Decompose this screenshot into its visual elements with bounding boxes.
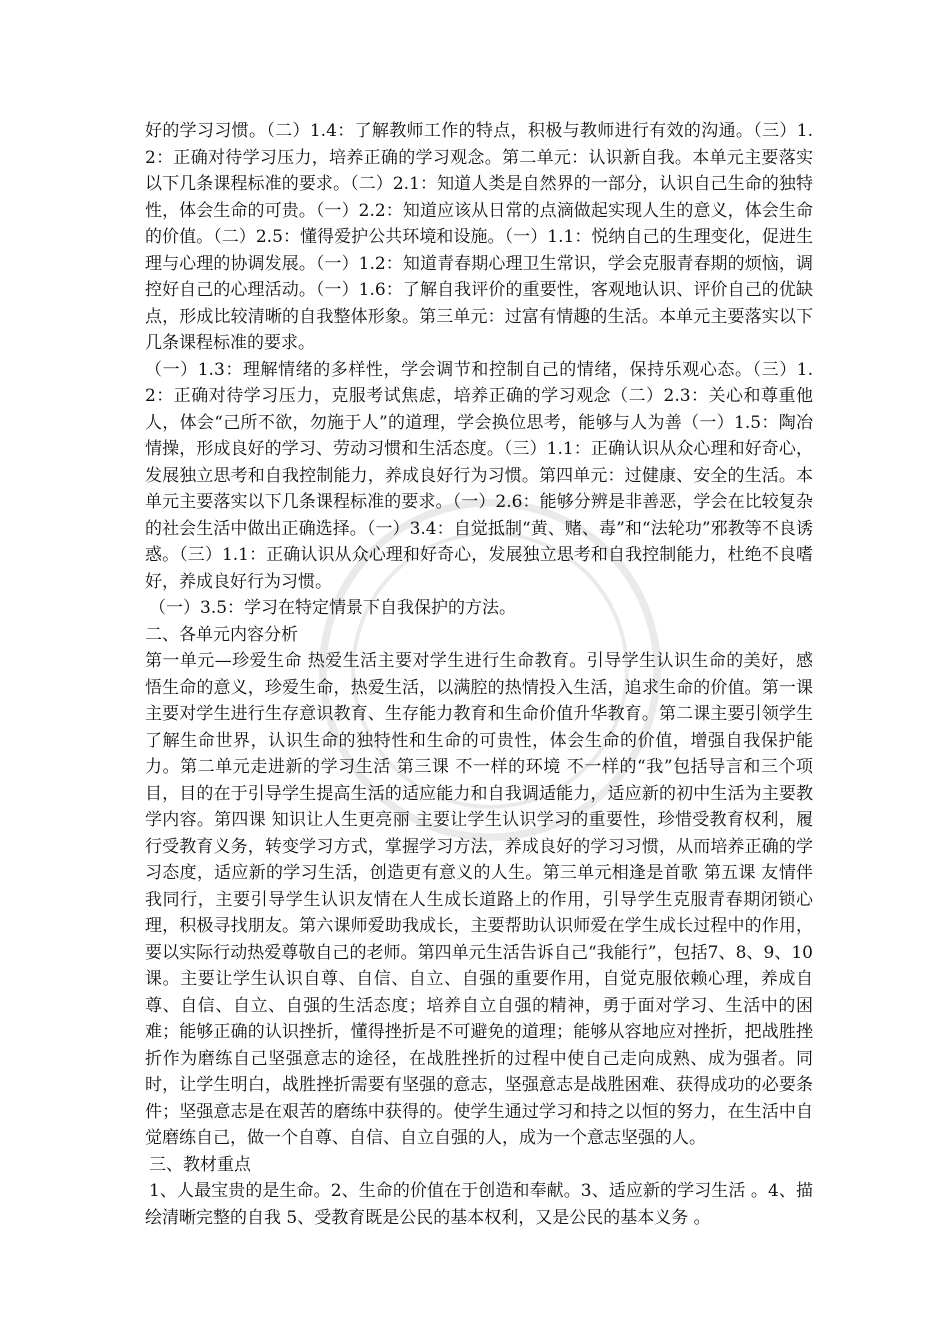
paragraph-curriculum-standards-1: 好的学习习惯。（二）1.4：了解教师工作的特点，积极与教师进行有效的沟通。（三）1.2：正确对待学习压力，培养正确的学习观念。第二单元：认识新自我。本单元主要落实以下几条课程标准的要求。（二）2.1：知道人类是自然界的一部分，认识自己生命的独特性，体会生命的可贵。（一）2.2：知道应该从日常的点滴做起实现人生的意义，体会生命的价值。（二）2.5：懂得爱护公共环境和设施。（一）1.1：悦纳自己的生理变化，促进生理与心理的协调发展。（一）1.2：知道青春期心理卫生常识，学会克服青春期的烦恼，调控好自己的心理活动。（一）1.6：了解自我评价的重要性，客观地认识、评价自己的优缺点，形成比较清晰的自我整体形象。第三单元：过富有情趣的生活。本单元主要落实以下几条课程标准的要求。: [145, 121, 813, 353]
paragraph-unit-analysis: 第一单元—珍爱生命 热爱生活主要对学生进行生命教育。引导学生认识生命的美好，感悟生命的意义，珍爱生命，热爱生活，以满腔的热情投入生活，追求生命的价值。第一课主要对学生进行生存意识教育、生存能力教育和生命价值升华教育。第二课主要引领学生了解生命世界，认识生命的独特性和生命的可贵性，体会生命的价值，增强自我保护能力。第二单元走进新的学习生活 第三课 不一样的环境 不一样的“我”包括导言和三个项目，目的在于引导学生提高生活的适应能力和自我调适能力，适应新的初中生活为主要教学内容。第四课 知识让人生更亮丽 主要让学生认识学习的重要性，珍惜受教育权利，履行受教育义务，转变学习方式，掌握学习方法，养成良好的学习习惯，从而培养正确的学习态度，适应新的学习生活，创造更有意义的人生。第三单元相逢是首歌 第五课 友情伴我同行，主要引导学生认识友情在人生成长道路上的作用，引导学生克服青春期闭锁心理，积极寻找朋友。第六课师爱助我成长，主要帮助认识师爱在学生成长过程中的作用，要以实际行动热爱尊敬自己的老师。第四单元生活告诉自己“我能行”，包括7、8、9、10课。主要让学生认识自尊、自信、自立、自强的重要作用，自觉克服依赖心理，养成自尊、自信、自立、自强的生活态度；培养自立自强的精神，勇于面对学习、生活中的困难；能够正确的认识挫折，懂得挫折是不可避免的道理；能够从容地应对挫折，把战胜挫折作为磨练自己坚强意志的途径，在战胜挫折的过程中使自己走向成熟、成为强者。同时，让学生明白，战胜挫折需要有坚强的意志，坚强意志是战胜困难、获得成功的必要条件；坚强意志是在艰苦的磨练中获得的。使学生通过学习和持之以恒的努力，在生活中自觉磨练自己，做一个自尊、自信、自立自强的人，成为一个意志坚强的人。: [145, 651, 813, 1148]
section-heading-unit-analysis: 二、各单元内容分析: [145, 624, 298, 645]
paragraph-self-protection: （一）3.5：学习在特定情景下自我保护的方法。: [149, 598, 517, 618]
paragraph-key-points: 1、人最宝贵的是生命。2、生命的价值在于创造和奉献。3、适应新的学习生活 。4、描绘清晰完整的自我 5、受教育既是公民的基本权利，又是公民的基本义务 。: [145, 1181, 813, 1228]
document-body: [145, 118, 813, 1231]
paragraph-curriculum-standards-2: （一）1.3：理解情绪的多样性，学会调节和控制自己的情绪，保持乐观心态。（三）1.2：正确对待学习压力，克服考试焦虑，培养正确的学习观念（二）2.3：关心和尊重他人，体会“己所不欲，勿施于人”的道理，学会换位思考，能够与人为善（一）1.5：陶冶情操，形成良好的学习、劳动习惯和生活态度。（三）1.1：正确认识从众心理和好奇心，发展独立思考和自我控制能力，养成良好行为习惯。第四单元：过健康、安全的生活。本单元主要落实以下几条课程标准的要求。（一）2.6：能够分辨是非善恶，学会在比较复杂的社会生活中做出正确选择。（一）3.4：自觉抵制“黄、赌、毒”和“法轮功”邪教等不良诱惑。（三）1.1：正确认识从众心理和好奇心，发展独立思考和自我控制能力，杜绝不良嗜好，养成良好行为习惯。: [145, 359, 813, 592]
section-heading-key-points: 三、教材重点: [149, 1154, 251, 1175]
